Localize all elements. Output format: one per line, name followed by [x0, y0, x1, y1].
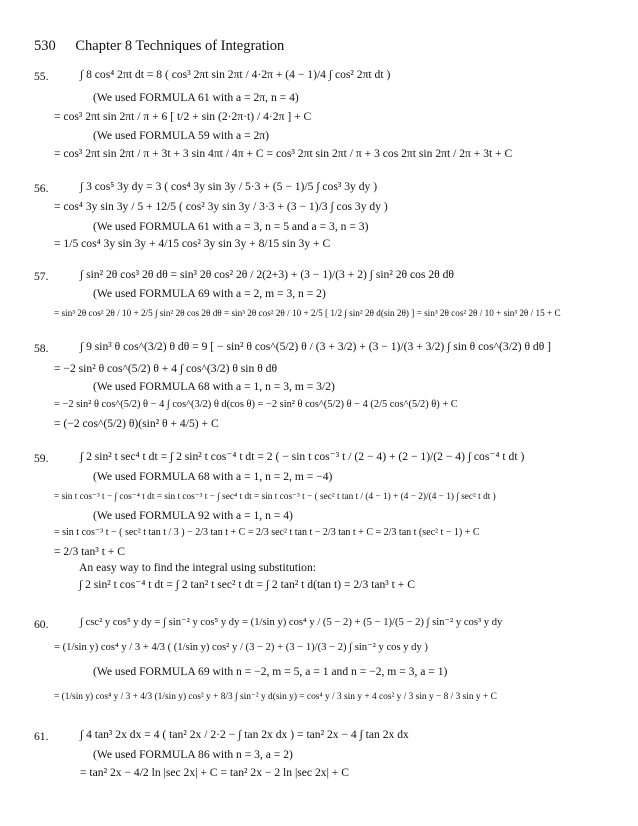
page-header — [34, 38, 284, 55]
problem-number-56: 56. — [34, 182, 49, 195]
problem-57-line-1: ∫ sin² 2θ cos³ 2θ dθ = sin³ 2θ cos² 2θ / 2(2+3) + (3 − 1)/(3 + 2) ∫ sin² 2θ cos 2θ dθ — [80, 268, 454, 281]
problem-59-line-6: = 2/3 tan³ t + C — [54, 545, 125, 558]
problem-56-line-3: (We used FORMULA 61 with a = 3, n = 5 and a = 3, n = 3) — [93, 220, 369, 233]
problem-57-line-3: = sin³ 2θ cos² 2θ / 10 + 2/5 ∫ sin² 2θ cos 2θ dθ = sin³ 2θ cos² 2θ / 10 + 2/5 [ 1/2 ∫ sin² 2θ d(sin 2θ) ] = sin³ 2θ cos² 2θ / 10 + sin³ 2θ / 15 + C — [54, 308, 561, 318]
problem-number-61: 61. — [34, 730, 49, 743]
problem-58-line-3: (We used FORMULA 68 with a = 1, n = 3, m = 3/2) — [93, 380, 335, 393]
problem-number-58: 58. — [34, 342, 49, 355]
problem-57-line-2: (We used FORMULA 69 with a = 2, m = 3, n = 2) — [93, 287, 326, 300]
problem-56-line-2: = cos⁴ 3y sin 3y / 5 + 12/5 ( cos² 3y sin 3y / 3·3 + (3 − 1)/3 ∫ cos 3y dy ) — [54, 200, 388, 213]
problem-55-line-1: ∫ 8 cos⁴ 2πt dt = 8 ( cos³ 2πt sin 2πt / 4·2π + (4 − 1)/4 ∫ cos² 2πt dt ) — [80, 68, 391, 81]
problem-59-line-1: ∫ 2 sin² t sec⁴ t dt = ∫ 2 sin² t cos⁻⁴ t dt = 2 ( − sin t cos⁻³ t / (2 − 4) + (2 − 1)/(2 − 4) ∫ cos⁻⁴ t dt ) — [80, 450, 525, 463]
chapter-title: Chapter 8 Techniques of Integration — [75, 38, 285, 54]
problem-55-line-5: = cos³ 2πt sin 2πt / π + 3t + 3 sin 4πt / 4π + C = cos³ 2πt sin 2πt / π + 3 cos 2πt sin 2πt / 2π + 3t + C — [54, 147, 513, 160]
problem-58-line-4: = −2 sin² θ cos^(5/2) θ − 4 ∫ cos^(3/2) θ d(cos θ) = −2 sin² θ cos^(5/2) θ − 4 (2/5 cos^(5/2) θ) + C — [54, 399, 458, 410]
problem-55-line-2: (We used FORMULA 61 with a = 2π, n = 4) — [93, 91, 299, 104]
problem-58-line-1: ∫ 9 sin³ θ cos^(3/2) θ dθ = 9 [ − sin² θ cos^(5/2) θ / (3 + 3/2) + (3 − 1)/(3 + 3/2) ∫ sin θ cos^(3/2) θ dθ ] — [80, 340, 552, 353]
problem-61-line-1: ∫ 4 tan³ 2x dx = 4 ( tan² 2x / 2·2 − ∫ tan 2x dx ) = tan² 2x − 4 ∫ tan 2x dx — [80, 728, 409, 741]
problem-60-line-2: = (1/sin y) cos⁴ y / 3 + 4/3 ( (1/sin y) cos² y / (3 − 2) + (3 − 1)/(3 − 2) ∫ sin⁻² y cos y dy ) — [54, 642, 428, 653]
problem-number-55: 55. — [34, 70, 49, 83]
problem-59-line-8: ∫ 2 sin² t cos⁻⁴ t dt = ∫ 2 tan² t sec² t dt = ∫ 2 tan² t d(tan t) = 2/3 tan³ t + C — [79, 578, 415, 591]
problem-59-line-5: = sin t cos⁻³ t − ( sec² t tan t / 3 ) − 2/3 tan t + C = 2/3 sec² t tan t − 2/3 tan t + C = 2/3 tan t (sec² t − 1) + C — [54, 527, 480, 538]
problem-59-line-3: = sin t cos⁻³ t − ∫ cos⁻⁴ t dt = sin t cos⁻³ t − ∫ sec⁴ t dt = sin t cos⁻³ t − ( sec² t tan t / (4 − 1) + (4 − 2)/(4 − 1) ∫ sec² t dt ) — [54, 492, 496, 502]
page-number: 530 — [34, 38, 56, 54]
problem-55-line-4: (We used FORMULA 59 with a = 2π) — [93, 129, 270, 142]
problem-58-line-5: = (−2 cos^(5/2) θ)(sin² θ + 4/5) + C — [54, 417, 219, 430]
problem-58-line-2: = −2 sin² θ cos^(5/2) θ + 4 ∫ cos^(3/2) θ sin θ dθ — [54, 362, 278, 375]
problem-55-line-3: = cos³ 2πt sin 2πt / π + 6 [ t/2 + sin (2·2π·t) / 4·2π ] + C — [54, 110, 312, 123]
problem-59-line-7: An easy way to find the integral using substitution: — [79, 561, 316, 574]
problem-number-59: 59. — [34, 452, 49, 465]
problem-60-line-1: ∫ csc² y cos⁵ y dy = ∫ sin⁻² y cos⁵ y dy = (1/sin y) cos⁴ y / (5 − 2) + (5 − 1)/(5 − 2) ∫ sin⁻² y cos³ y dy — [80, 617, 503, 628]
problem-61-line-2: (We used FORMULA 86 with n = 3, a = 2) — [93, 748, 293, 761]
problem-60-line-3: (We used FORMULA 69 with n = −2, m = 5, a = 1 and n = −2, m = 3, a = 1) — [93, 665, 448, 678]
problem-number-57: 57. — [34, 270, 49, 283]
problem-56-line-4: = 1/5 cos⁴ 3y sin 3y + 4/15 cos² 3y sin 3y + 8/15 sin 3y + C — [54, 237, 331, 250]
problem-56-line-1: ∫ 3 cos⁵ 3y dy = 3 ( cos⁴ 3y sin 3y / 5·3 + (5 − 1)/5 ∫ cos³ 3y dy ) — [80, 180, 378, 193]
problem-number-60: 60. — [34, 618, 49, 631]
problem-59-line-2: (We used FORMULA 68 with a = 1, n = 2, m = −4) — [93, 470, 333, 483]
problem-60-line-4: = (1/sin y) cos⁴ y / 3 + 4/3 (1/sin y) cos² y + 8/3 ∫ sin⁻² y d(sin y) = cos⁴ y / 3 sin y + 4 cos² y / 3 sin y − 8 / 3 sin y + C — [54, 692, 497, 702]
problem-61-line-3: = tan² 2x − 4/2 ln |sec 2x| + C = tan² 2x − 2 ln |sec 2x| + C — [80, 766, 349, 779]
problem-59-line-4: (We used FORMULA 92 with a = 1, n = 4) — [93, 509, 293, 522]
